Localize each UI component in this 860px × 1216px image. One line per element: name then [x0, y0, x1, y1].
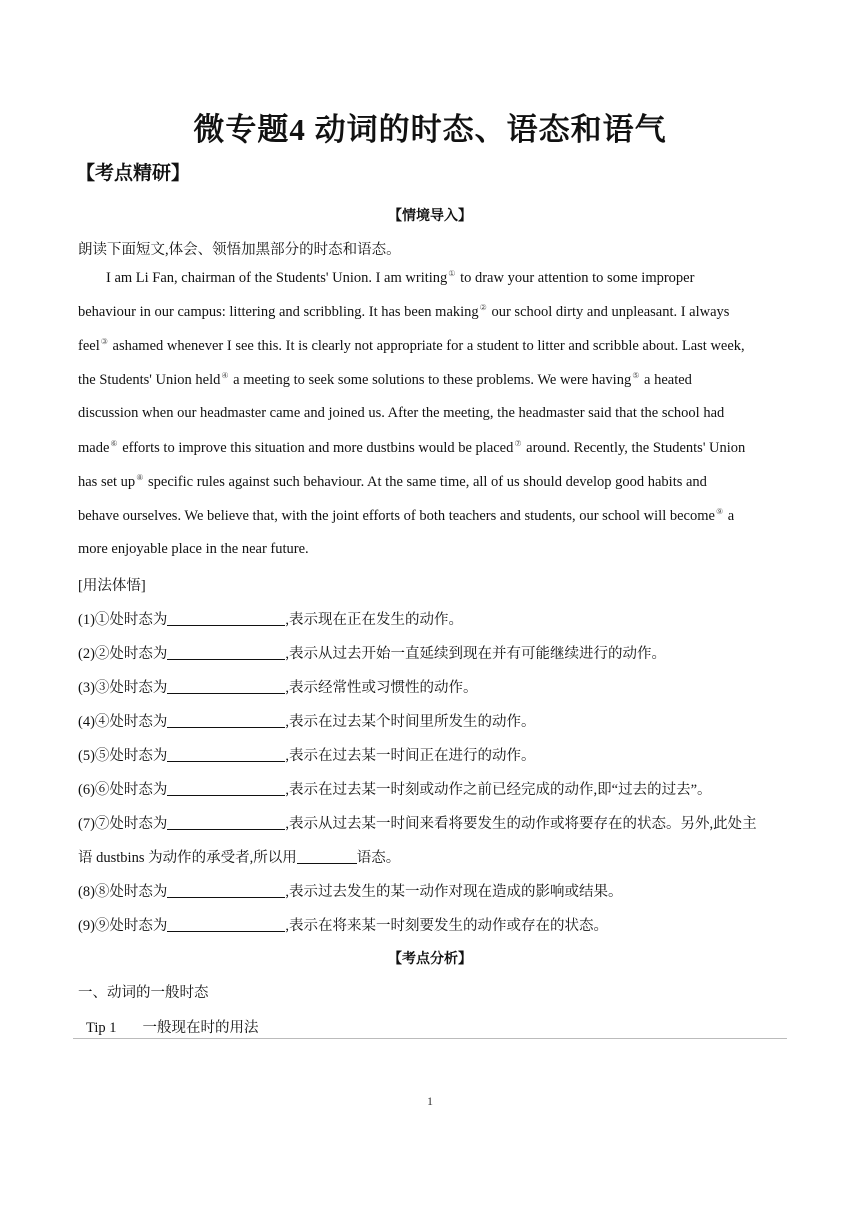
answer-blank[interactable] [167, 613, 285, 626]
tip-line [86, 1016, 259, 1037]
instruction-text: 朗读下面短文,体会、领悟加黑部分的时态和语态。 [78, 242, 401, 258]
answer-blank[interactable] [167, 817, 285, 830]
answer-blank[interactable] [167, 783, 285, 796]
passage-line [78, 473, 707, 491]
passage-text: a [724, 508, 735, 524]
passage-line [78, 371, 692, 389]
tip-label: Tip 1 [86, 1020, 117, 1036]
answer-blank[interactable] [167, 647, 285, 660]
passage-text: to draw your attention to some improper [456, 270, 695, 286]
intro-heading: 【情境导入】 [388, 209, 472, 224]
question-suffix: ,表示在过去某一时刻或动作之前已经完成的动作,即“过去的过去”。 [285, 782, 712, 798]
page-number: 1 [427, 1094, 433, 1108]
passage-text: the Students' Union held [78, 372, 221, 388]
passage-line [78, 439, 745, 457]
passage-text: around. Recently, the Students' Union [522, 440, 746, 456]
question-line [78, 642, 666, 663]
answer-blank[interactable] [167, 749, 285, 762]
passage-text: made [78, 440, 110, 456]
answer-blank[interactable] [167, 885, 285, 898]
question-line [78, 778, 712, 799]
marker-number: ③ [100, 337, 108, 346]
page-title: 微专题4 动词的时态、语态和语气 [193, 112, 667, 147]
question-line [78, 744, 536, 765]
answer-blank[interactable] [167, 681, 285, 694]
question-prefix: (6)⑥处时态为 [78, 782, 168, 798]
passage-text: behave ourselves. We believe that, with the joint efforts of both teachers and students, our school will become [78, 508, 715, 524]
answer-blank[interactable] [167, 919, 285, 932]
question-prefix: (9)⑨处时态为 [78, 918, 168, 934]
question-prefix: (2)②处时态为 [78, 646, 168, 662]
answer-blank[interactable] [297, 851, 357, 864]
question-prefix: (7)⑦处时态为 [78, 816, 168, 832]
answer-blank[interactable] [167, 715, 285, 728]
question-suffix: ,表示现在正在发生的动作。 [285, 612, 464, 628]
passage-text: ashamed whenever I see this. It is clearly not appropriate for a student to litter and scribble about. Last week, [108, 338, 745, 354]
question-prefix: (4)④处时态为 [78, 714, 168, 730]
passage-line [78, 337, 745, 355]
usage-label: [用法体悟] [78, 578, 146, 594]
question-suffix: ,表示从过去开始一直延续到现在并有可能继续进行的动作。 [285, 646, 667, 662]
question-suffix: ,表示经常性或习惯性的动作。 [285, 680, 478, 696]
question-suffix: ,表示过去发生的某一动作对现在造成的影响或结果。 [285, 884, 623, 900]
question-line [78, 914, 608, 935]
marker-number: ④ [221, 371, 229, 380]
passage-text: I am Li Fan, chairman of the Students' Union. I am writing [106, 270, 448, 286]
question-suffix: ,表示从过去某一时间来看将要发生的动作或将要存在的状态。另外,此处主 [285, 816, 757, 832]
question-line [78, 846, 400, 867]
question-prefix: (8)⑧处时态为 [78, 884, 168, 900]
passage-text: a meeting to seek some solutions to these problems. We were having [229, 372, 632, 388]
passage-line [78, 405, 724, 422]
question-suffix: ,表示在过去某个时间里所发生的动作。 [285, 714, 536, 730]
passage-text: discussion when our headmaster came and joined us. After the meeting, the headmaster said that the school had [78, 405, 725, 421]
analysis-heading: 【考点分析】 [388, 952, 472, 967]
passage-text: more enjoyable place in the near future. [78, 541, 309, 557]
passage-text: our school dirty and unpleasant. I always [487, 304, 730, 320]
marker-number: ② [479, 303, 487, 312]
passage-text: has set up [78, 474, 136, 490]
question-prefix: (3)③处时态为 [78, 680, 168, 696]
passage-text: a heated [640, 372, 692, 388]
passage-line [78, 303, 729, 321]
subsection-title: 一、动词的一般时态 [78, 985, 209, 1001]
passage-text: specific rules against such behaviour. At the same time, all of us should develop good habits and [144, 474, 707, 490]
marker-number: ① [448, 269, 456, 278]
question-line [78, 710, 536, 731]
question-line [78, 608, 463, 629]
passage-line [106, 269, 694, 287]
marker-number: ⑥ [110, 439, 118, 448]
question-line [78, 812, 757, 833]
marker-number: ⑨ [715, 507, 724, 516]
marker-number: ⑦ [514, 439, 522, 448]
question-prefix: (1)①处时态为 [78, 612, 168, 628]
passage-text: efforts to improve this situation and more dustbins would be placed [118, 440, 514, 456]
passage-line [78, 541, 309, 558]
question-suffix: ,表示在过去某一时间正在进行的动作。 [285, 748, 536, 764]
question-prefix: 语 dustbins 为动作的承受者,所以用 [78, 850, 297, 866]
passage-line [78, 507, 734, 525]
passage-text: behaviour in our campus: littering and scribbling. It has been making [78, 304, 479, 320]
question-suffix: ,表示在将来某一时刻要发生的动作或存在的状态。 [285, 918, 609, 934]
marker-number: ⑤ [632, 371, 640, 380]
tip-text: 一般现在时的用法 [142, 1020, 259, 1036]
divider [73, 1038, 787, 1039]
question-prefix: (5)⑤处时态为 [78, 748, 168, 764]
question-line [78, 676, 478, 697]
section-heading: 【考点精研】 [76, 163, 191, 184]
question-line [78, 880, 623, 901]
question-suffix: 语态。 [356, 850, 401, 866]
marker-number: ⑧ [136, 473, 144, 482]
passage-text: feel [78, 338, 100, 354]
